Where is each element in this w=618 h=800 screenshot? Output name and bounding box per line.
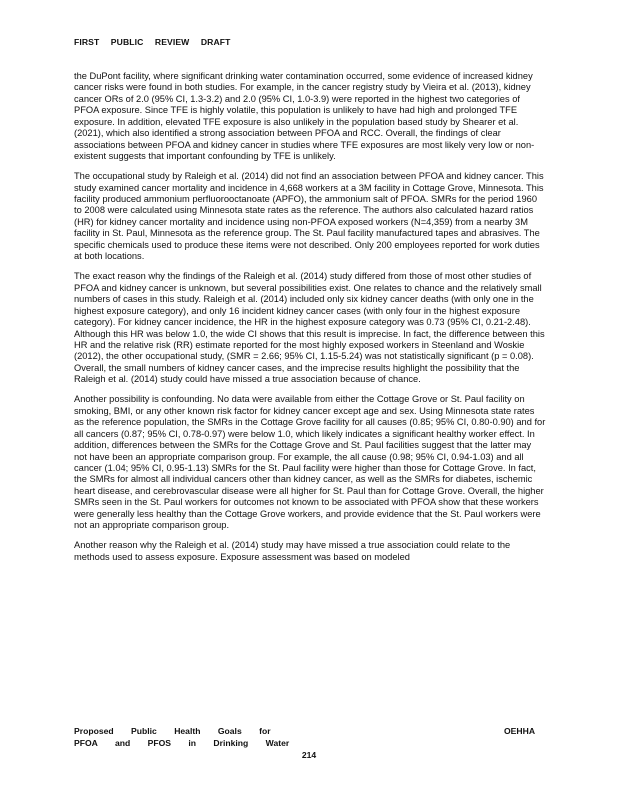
paragraph-3: The exact reason why the findings of the Raleigh et al. (2014) study differed from those of most other studies of PFOA and kidney cancer is unknown, but several possibilities exist. One relates to chance and the relatively small numbers of cases in this study. Raleigh et al. (2014) included only six kidney cancer deaths (with only one in the highest exposure category), and only 16 incident kidney cancer cases (with only four in the highest exposure category). For kidney cancer incidence, the HR in the highest exposure category was 0.73 (95% CI, 0.21-2.48). Although this HR was below 1.0, the wide CI shows that this result is imprecise. In fact, the difference between this HR and the relative risk (RR) estimate reported for the most highly exposed workers in Steenland and Woskie (2012), the other occupational study, (SMR = 2.66; 95% CI, 1.15-5.24) was not statistically significant (p = 0.08). Overall, the small numbers of kidney cancer cases, and the imprecise results highlight the possibility that the Raleigh et al. (2014) study could have missed a true association because of chance.: [74, 271, 545, 385]
paragraph-5: Another reason why the Raleigh et al. (2014) study may have missed a true association could relate to the methods used to assess exposure. Exposure assessment was based on modeled: [74, 540, 511, 562]
paragraph-1: the DuPont facility, where significant drinking water contamination occurred, some evidence of increased kidney cancer risks were found in both studies. For example, in the cancer registry study by Vieira et al. (2013), kidney cancer ORs of 2.0 (95% CI, 1.3-3.2) and 2.0 (95% CI, 1.0-3.9) were reported in the highest two categories of PFOA exposure. Since TFE is highly volatile, this population is unlikely to have had high and prolonged TFE exposure. In addition, elevated TFE exposure is also unlikely in the population based study by Shearer et al. (2021), which also identified a strong association between PFOA and RCC. Overall, the findings of clear associations between PFOA and kidney cancer in studies where TFE exposures are most likely very low or non-existent suggests that important confounding by TFE is unlikely.: [74, 71, 535, 162]
paragraph-4: Another possibility is confounding. No data were available from either the Cottage Grove or St. Paul facility on smoking, BMI, or any other known risk factor for kidney cancer except age and sex. Using Minnesota state rates as the reference population, the SMRs in the Cottage Grove facility for all causes (0.85; 95% CI, 0.80-0.90) and for all cancers (0.87; 95% CI, 0.78-0.97) were below 1.0, which likely indicates a significant healthy worker effect. In addition, differences between the SMRs for the Cottage Grove and St. Paul facilities suggest that the latter may not have been an appropriate comparison group. For example, the all cause (0.98; 95% CI, 0.94-1.03) and all cancer (1.04; 95% CI, 0.95-1.13) SMRs for the St. Paul facility were higher than those for Cottage Grove. In fact, the SMRs for almost all individual cancers other than kidney cancer, as well as the SMRs for diabetes, ischemic heart disease, and cerebrovascular disease were all higher for St. Paul than for Cottage Grove. Overall, the higher SMRs seen in the St. Paul workers for outcomes not known to be associated with PFOA show that these workers were generally less healthy than the Cottage Grove workers, and provide evidence that the St. Paul workers were not an appropriate comparison group.: [74, 394, 546, 531]
paragraph-2: The occupational study by Raleigh et al. (2014) did not find an association between PFOA and kidney cancer. This study examined cancer mortality and incidence in 4,668 workers at a 3M facility in Cottage Grove, Minnesota. This facility produced ammonium perfluorooctanoate (APFO), the ammonium salt of PFOA. SMRs for the period 1960 to 2008 were calculated using Minnesota state rates as the reference. The authors also calculated hazard ratios (HR) for kidney cancer mortality and incidence using non-PFOA exposed workers (N=4,359) from a nearby 3M facility in St. Paul, Minnesota as the reference group. The St. Paul facility manufactured tapes and abrasives. The specific chemicals used to produce these items were not described. Only 200 employees reported for work duties at both locations.: [74, 171, 544, 262]
footer-title-line-1: Proposed Public Health Goals for: [74, 726, 271, 736]
body-text: [74, 71, 546, 572]
footer-title-line-2: PFOA and PFOS in Drinking Water: [74, 737, 290, 748]
document-header: FIRST PUBLIC REVIEW DRAFT: [74, 37, 231, 47]
page-number: 214: [301, 750, 317, 760]
footer-document-title: [74, 726, 289, 749]
footer-agency: OEHHA: [504, 726, 536, 736]
